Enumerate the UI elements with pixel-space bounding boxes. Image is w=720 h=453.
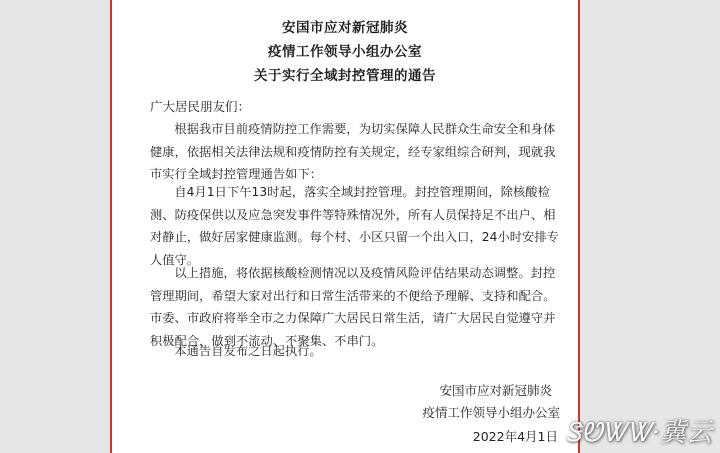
issuer-line-2: 疫情工作领导小组办公室 xyxy=(268,44,422,60)
signature-block xyxy=(360,380,560,448)
notice-title-block xyxy=(112,16,578,88)
issuer-line-1: 安国市应对新冠肺炎 xyxy=(282,20,408,36)
signature-org-line-1: 安国市应对新冠肺炎 xyxy=(439,383,552,398)
source-watermark-logo: ᏕᏬᏔᏔ·冀云 xyxy=(565,418,712,448)
paragraph-measures: 自4月1日下午13时起，落实全域封控管理。封控管理期间，除核酸检测、防疫保供以及应急突发事件等特殊情况外，所有人员保持足不出户、相对静止，做好居家健康监测。每个村、小区只留一个出入口，24小时安排专人值守。 xyxy=(150,185,559,267)
salutation: 广大居民朋友们： xyxy=(150,99,251,114)
signature-org-line-2: 疫情工作领导小组办公室 xyxy=(422,405,560,420)
signature-date: 2022年4月1日 xyxy=(472,429,558,444)
paragraph-adjustment: 以上措施，将依据核酸检测情况以及疫情风险评估结果动态调整。封控管理期间，希望大家对出行和日常生活带来的不便给予理解、支持和配合。市委、市政府将举全市之力保障广大居民日常生活，请广大居民自觉遵守并积极配合，做到不流动、不聚集、不串门。 xyxy=(150,266,556,348)
notice-title: 关于实行全域封控管理的通告 xyxy=(254,68,436,84)
paragraph-intro: 根据我市目前疫情防控工作需要，为切实保障人民群众生命安全和身体健康，依据相关法律法规和疫情防控有关规定，经专家组综合研判，现就我市实行全域封控管理通告如下： xyxy=(150,122,556,181)
notice-document xyxy=(110,0,580,453)
paragraph-effective: 本通告自发布之日起执行。 xyxy=(174,344,322,358)
